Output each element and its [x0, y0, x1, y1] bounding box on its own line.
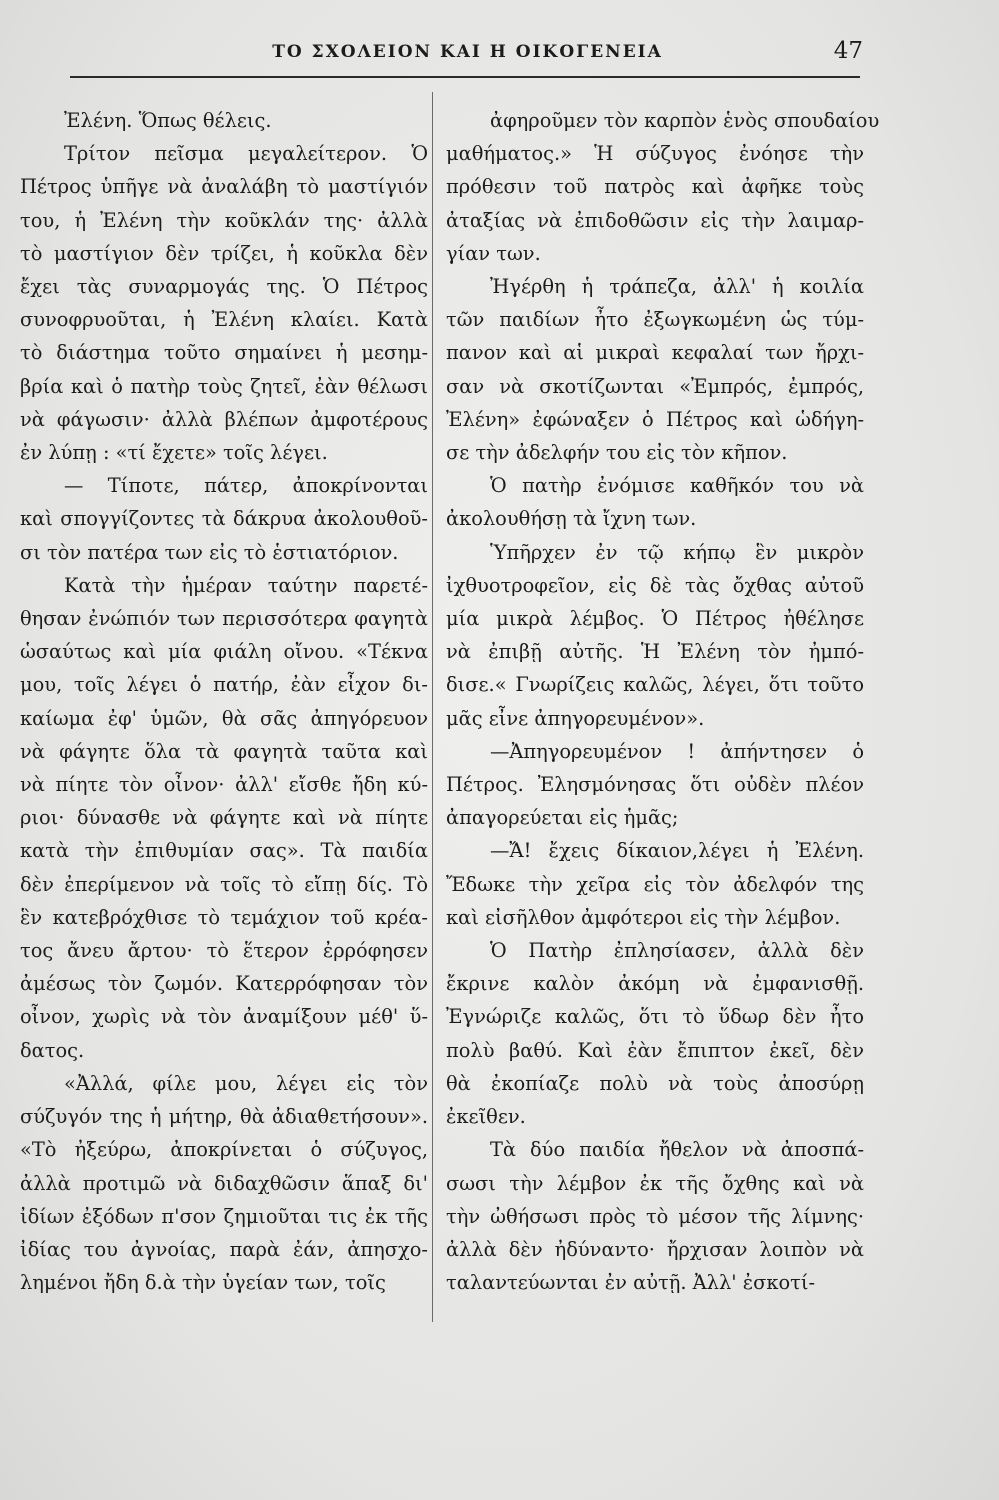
text-line: νὰ φάγωσιν· ἀλλὰ βλέπων ἀμφοτέρους	[20, 407, 428, 431]
text-line: Ὑπῆρχεν ἐν τῷ κήπῳ ἓν μικρὸν	[490, 540, 864, 564]
text-line: Κατὰ τὴν ἡμέραν ταύτην παρετέ-	[64, 573, 428, 597]
paragraph	[446, 735, 864, 835]
text-line: ἀμέσως τὸν ζωμόν. Κατερρόφησαν τὸν	[20, 972, 428, 996]
text-line: τὴν ὠθήσωσι πρὸς τὸ μέσον τῆς λίμνης·	[446, 1204, 864, 1228]
text-line: πολὺ βαθύ. Καὶ ἐὰν ἔπιπτον ἐκεῖ, δὲν	[446, 1038, 864, 1062]
text-line: γίαν των.	[446, 241, 541, 265]
text-line: δὲν ἐπερίμενον νὰ τοῖς τὸ εἴπῃ δίς. Τὸ	[20, 872, 428, 896]
text-line: τος ἄνευ ἄρτου· τὸ ἕτερον ἐρρόφησεν	[20, 939, 428, 963]
text-line: θησαν ἐνώπιόν των περισσότερα φαγητὰ	[20, 607, 428, 631]
text-line: ἰδίων ἐξόδων π'σον ζημιοῦται τις ἐκ τῆς	[20, 1204, 428, 1228]
paragraph	[446, 270, 864, 469]
text-line: ἀλλὰ δὲν ἠδύναντο· ἤρχισαν λοιπὸν νὰ	[446, 1237, 864, 1261]
text-line: τὸ διάστημα τοῦτο σημαίνει ἡ μεσημ-	[20, 341, 428, 365]
text-line: του, ἡ Ἐλένη τὴν κοῦκλάν της· ἀλλὰ	[20, 208, 428, 232]
paragraph	[446, 1133, 864, 1299]
paragraph	[20, 469, 428, 569]
header-rule	[70, 76, 860, 78]
text-line: ἀλλὰ προτιμῶ νὰ διδαχθῶσιν ἅπαξ δι'	[20, 1171, 428, 1195]
text-line: ἓν κατεβρόχθισε τὸ τεμάχιον τοῦ κρέα-	[20, 905, 428, 929]
text-line: σύζυγόν της ἡ μήτηρ, θὰ ἀδιαθετήσουν».	[20, 1105, 428, 1129]
text-line: οἶνον, χωρὶς νὰ τὸν ἀναμίξουν μέθ' ὕ-	[20, 1005, 428, 1029]
text-line: «Ἀλλά, φίλε μου, λέγει εἰς τὸν	[64, 1071, 428, 1095]
text-line: καὶ εἰσῆλθον ἀμφότεροι εἰς τὴν λέμβον.	[446, 905, 841, 929]
text-line: σε τὴν ἀδελφήν του εἰς τὸν κῆπον.	[446, 441, 788, 465]
paragraph	[20, 137, 428, 469]
paragraph	[446, 469, 864, 535]
paragraph	[446, 934, 864, 1133]
text-line: Ἐλένη» ἐφώναξεν ὁ Πέτρος καὶ ὡδήγη-	[446, 407, 864, 431]
text-line: ἔχει τὰς συναρμογάς της. Ὁ Πέτρος	[20, 275, 428, 299]
text-line: μαθήματος.» Ἡ σύζυγος ἐνόησε τὴν	[446, 142, 864, 166]
text-line: Τρίτον πεῖσμα μεγαλείτερον. Ὁ	[64, 142, 428, 166]
text-line: Ἔδωκε τὴν χεῖρα εἰς τὸν ἀδελφόν της	[446, 872, 864, 896]
paragraph	[446, 536, 864, 735]
text-line: πανον καὶ αἱ μικραὶ κεφαλαί των ἤρχι-	[446, 341, 864, 365]
text-line: —Ἀπηγορευμένον ! ἀπήντησεν ὁ	[490, 739, 864, 763]
text-line: ἀφηροῦμεν τὸν καρπὸν ἑνὸς σπουδαίου	[490, 109, 880, 132]
text-line: ὡσαύτως καὶ μία φιάλη οἴνου. «Τέκνα	[20, 640, 428, 664]
text-line: Τὰ δύο παιδία ἤθελον νὰ ἀποσπά-	[490, 1138, 864, 1162]
text-line: Πέτρος ὑπῆγε νὰ ἀναλάβη τὸ μαστίγιόν	[20, 175, 428, 199]
text-line: καὶ σπογγίζοντες τὰ δάκρυα ἀκολουθοῦ-	[20, 507, 428, 531]
text-line: κατὰ τὴν ἐπιθυμίαν σας». Τὰ παιδία	[20, 839, 428, 863]
column-divider	[432, 92, 433, 1322]
text-line: δισε.« Γνωρίζεις καλῶς, λέγει, ὅτι τοῦτο	[446, 673, 864, 697]
text-line: θὰ ἐκοπίαζε πολὺ νὰ τοὺς ἀποσύρῃ	[446, 1071, 864, 1095]
text-line: μου, τοῖς λέγει ὁ πατήρ, ἐὰν εἶχον δι-	[20, 673, 428, 697]
paragraph	[20, 104, 428, 137]
paragraph	[446, 104, 880, 270]
text-line: ἰδίας του ἀγνοίας, παρὰ ἐάν, ἀπησχο-	[20, 1237, 428, 1261]
text-line: νὰ πίητε τὸν οἶνον· ἀλλ' εἴσθε ἤδη κύ-	[20, 773, 428, 797]
text-line: τὸ μαστίγιον δὲν τρίζει, ἡ κοῦκλα δὲν	[20, 241, 428, 265]
paragraph	[20, 569, 428, 1067]
text-line: «Τὸ ἠξεύρω, ἀποκρίνεται ὁ σύζυγος,	[20, 1138, 428, 1162]
text-line: σι τὸν πατέρα των εἰς τὸ ἑστιατόριον.	[20, 540, 399, 564]
page-number: 47	[833, 38, 863, 64]
text-line: Ἐγνώριζε καλῶς, ὅτι τὸ ὕδωρ δὲν ἦτο	[446, 1005, 864, 1029]
text-line: μᾶς εἶνε ἀπηγορευμένον».	[446, 706, 705, 730]
text-line: ἀκολουθήσῃ τὰ ἴχνη των.	[446, 507, 697, 531]
paragraph	[20, 1067, 428, 1299]
text-line: νὰ ἐπιβῇ αὐτῆς. Ἡ Ἐλένη τὸν ἠμπό-	[446, 640, 864, 664]
right-column	[446, 104, 880, 1299]
text-line: πρόθεσιν τοῦ πατρὸς καὶ ἀφῆκε τοὺς	[446, 175, 864, 199]
text-line: Ὁ πατὴρ ἐνόμισε καθῆκόν του νὰ	[490, 474, 864, 498]
text-line: ἐκεῖθεν.	[446, 1105, 526, 1129]
text-line: τῶν παιδίων ἦτο ἐξωγκωμένη ὡς τύμ-	[446, 308, 864, 332]
text-line: ἐν λύπῃ : «τί ἔχετε» τοῖς λέγει.	[20, 441, 328, 465]
text-line: δατος.	[20, 1038, 85, 1062]
text-line: σωσι τὴν λέμβον ἐκ τῆς ὄχθης καὶ νὰ	[446, 1171, 864, 1195]
text-line: — Τίποτε, πάτερ, ἀποκρίνονται	[64, 474, 428, 498]
text-line: μία μικρὰ λέμβος. Ὁ Πέτρος ἠθέλησε	[446, 607, 864, 631]
text-line: ταλαντεύωνται ἐν αὐτῇ. Ἀλλ' ἐσκοτί-	[446, 1271, 816, 1295]
text-line: συνοφρυοῦται, ἡ Ἐλένη κλαίει. Κατὰ	[20, 308, 428, 332]
text-line: νὰ φάγητε ὅλα τὰ φαγητὰ ταῦτα καὶ	[20, 739, 428, 763]
text-line: ἰχθυοτροφεῖον, εἰς δὲ τὰς ὄχθας αὐτοῦ	[446, 573, 864, 597]
text-line: ἔκρινε καλὸν ἀκόμη νὰ ἐμφανισθῇ.	[446, 972, 864, 996]
text-line: ριοι· δύνασθε νὰ φάγητε καὶ νὰ πίητε	[20, 806, 428, 830]
text-line: Ἠγέρθη ἡ τράπεζα, ἀλλ' ἡ κοιλία	[490, 275, 864, 299]
running-title: ΤΟ ΣΧΟΛΕΙΟΝ ΚΑΙ Η ΟΙΚΟΓΕΝΕΙΑ	[272, 42, 663, 62]
text-line: —Ἄ! ἔχεις δίκαιον,λέγει ἡ Ἐλένη.	[490, 839, 864, 863]
text-line: Ὁ Πατὴρ ἐπλησίασεν, ἀλλὰ δὲν	[490, 939, 864, 963]
page-header	[70, 38, 865, 72]
text-line: Πέτρος. Ἐλησμόνησας ὅτι οὐδὲν πλέον	[446, 773, 864, 797]
text-line: καίωμα ἐφ' ὑμῶν, θὰ σᾶς ἀπηγόρευον	[20, 706, 428, 730]
paragraph	[446, 834, 864, 934]
text-line: λημένοι ἤδη δ.ὰ τὴν ὑγείαν των, τοῖς	[20, 1271, 386, 1295]
text-line: Ἐλένη. Ὅπως θέλεις.	[64, 109, 272, 132]
text-line: σαν νὰ σκοτίζωνται «Ἐμπρός, ἐμπρός,	[446, 374, 864, 398]
left-column	[20, 104, 428, 1299]
text-line: ἀταξίας νὰ ἐπιδοθῶσιν εἰς τὴν λαιμαρ-	[446, 208, 864, 232]
text-line: βρία καὶ ὁ πατὴρ τοὺς ζητεῖ, ἐὰν θέλωσι	[20, 374, 428, 398]
text-line: ἀπαγορεύεται εἰς ἡμᾶς;	[446, 806, 679, 830]
